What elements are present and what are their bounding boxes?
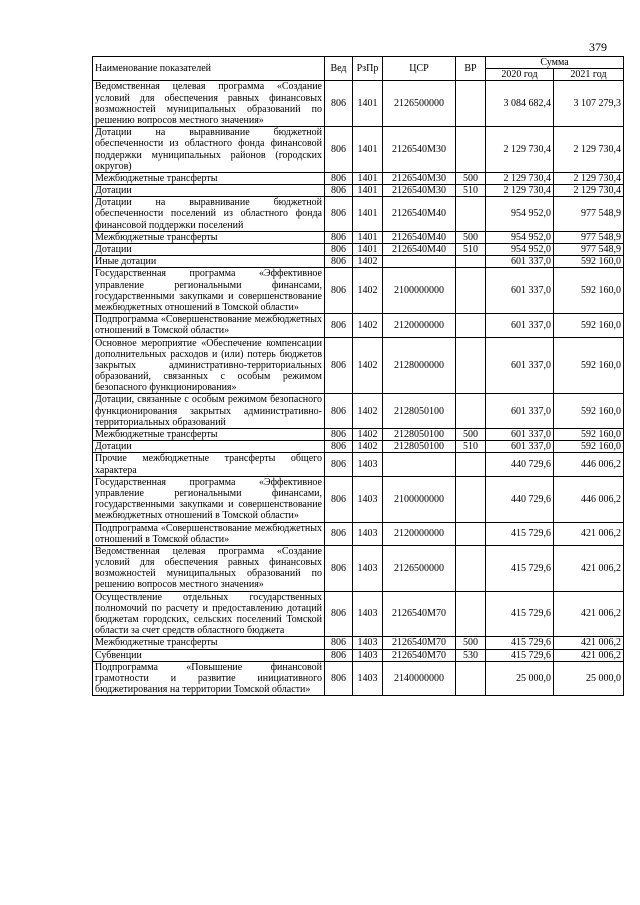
- cell-sum-2021: 421 006,2: [554, 649, 624, 661]
- cell-vr: [456, 661, 486, 696]
- cell-sum-2021: 977 548,9: [554, 231, 624, 243]
- cell-vr: 510: [456, 244, 486, 256]
- cell-rzpr: 1403: [353, 453, 383, 476]
- table-row: [93, 256, 624, 268]
- cell-vr: 510: [456, 185, 486, 197]
- table-row: [93, 337, 624, 394]
- table-row: [93, 185, 624, 197]
- cell-rzpr: 1402: [353, 394, 383, 429]
- cell-name: Основное мероприятие «Обеспечение компенсации дополнительных расходов и (или) потерь бюджетов закрытых административно-территориальных образований, связанных с особым режимом безопасного функционирования»: [93, 337, 325, 394]
- table-row: [93, 476, 624, 522]
- cell-vr: 530: [456, 649, 486, 661]
- cell-rzpr: 1403: [353, 476, 383, 522]
- cell-rzpr: 1401: [353, 172, 383, 184]
- table-row: [93, 453, 624, 476]
- cell-sum-2020: 601 337,0: [486, 268, 554, 314]
- page-number: 379: [589, 40, 607, 54]
- header-ved: Вед: [325, 57, 353, 81]
- cell-vr: [456, 197, 486, 232]
- cell-vr: [456, 453, 486, 476]
- cell-sum-2020: 25 000,0: [486, 661, 554, 696]
- cell-rzpr: 1403: [353, 545, 383, 591]
- cell-name: Межбюджетные трансферты: [93, 172, 325, 184]
- cell-sum-2020: 954 952,0: [486, 244, 554, 256]
- header-sum: Сумма: [486, 57, 624, 69]
- cell-rzpr: 1401: [353, 231, 383, 243]
- table-row: [93, 172, 624, 184]
- cell-csr: 2126540М30: [383, 172, 456, 184]
- cell-ved: 806: [325, 453, 353, 476]
- cell-ved: 806: [325, 476, 353, 522]
- cell-rzpr: 1401: [353, 81, 383, 127]
- cell-sum-2020: 601 337,0: [486, 394, 554, 429]
- cell-vr: [456, 545, 486, 591]
- cell-rzpr: 1403: [353, 661, 383, 696]
- cell-rzpr: 1402: [353, 441, 383, 453]
- cell-sum-2021: 421 006,2: [554, 591, 624, 637]
- header-rzpr: РзПр: [353, 57, 383, 81]
- header-name: Наименование показателей: [93, 57, 325, 81]
- cell-csr: 2126540М70: [383, 591, 456, 637]
- cell-name: Подпрограмма «Совершенствование межбюджетных отношений в Томской области»: [93, 522, 325, 545]
- cell-name: Иные дотации: [93, 256, 325, 268]
- cell-rzpr: 1403: [353, 637, 383, 649]
- cell-sum-2020: 2 129 730,4: [486, 185, 554, 197]
- cell-name: Прочие межбюджетные трансферты общего характера: [93, 453, 325, 476]
- cell-vr: 500: [456, 172, 486, 184]
- cell-name: Дотации: [93, 441, 325, 453]
- cell-sum-2020: 415 729,6: [486, 591, 554, 637]
- cell-sum-2021: 977 548,9: [554, 244, 624, 256]
- cell-csr: 2120000000: [383, 522, 456, 545]
- cell-name: Подпрограмма «Совершенствование межбюджетных отношений в Томской области»: [93, 314, 325, 337]
- cell-sum-2020: 440 729,6: [486, 453, 554, 476]
- cell-csr: 2126540М70: [383, 637, 456, 649]
- cell-ved: 806: [325, 591, 353, 637]
- table-row: [93, 314, 624, 337]
- cell-sum-2020: 3 084 682,4: [486, 81, 554, 127]
- cell-vr: 500: [456, 429, 486, 441]
- cell-csr: 2126540М70: [383, 649, 456, 661]
- cell-sum-2021: 3 107 279,3: [554, 81, 624, 127]
- cell-sum-2021: 2 129 730,4: [554, 127, 624, 173]
- header-year-2021: 2021 год: [554, 69, 624, 81]
- cell-csr: 2128000000: [383, 337, 456, 394]
- header-year-2020: 2020 год: [486, 69, 554, 81]
- cell-name: Ведомственная целевая программа «Создание условий для обеспечения равных финансовых возможностей муниципальных образований по решению вопросов местного значения»: [93, 81, 325, 127]
- table-header: [93, 57, 624, 81]
- cell-sum-2020: 440 729,6: [486, 476, 554, 522]
- cell-name: Межбюджетные трансферты: [93, 637, 325, 649]
- table-row: [93, 197, 624, 232]
- cell-sum-2021: 977 548,9: [554, 197, 624, 232]
- cell-sum-2020: 954 952,0: [486, 231, 554, 243]
- cell-ved: 806: [325, 127, 353, 173]
- cell-rzpr: 1401: [353, 197, 383, 232]
- cell-csr: 2128050100: [383, 429, 456, 441]
- cell-ved: 806: [325, 661, 353, 696]
- cell-name: Дотации на выравнивание бюджетной обеспеченности поселений из областного фонда финансовой поддержки поселений: [93, 197, 325, 232]
- cell-csr: 2100000000: [383, 268, 456, 314]
- table-row: [93, 441, 624, 453]
- cell-vr: [456, 476, 486, 522]
- cell-ved: 806: [325, 256, 353, 268]
- cell-ved: 806: [325, 545, 353, 591]
- cell-vr: [456, 394, 486, 429]
- cell-vr: [456, 256, 486, 268]
- cell-csr: 2128050100: [383, 394, 456, 429]
- table-row: [93, 545, 624, 591]
- table-row: [93, 637, 624, 649]
- table-row: [93, 591, 624, 637]
- cell-name: Субвенции: [93, 649, 325, 661]
- table-row: [93, 81, 624, 127]
- cell-sum-2021: 592 160,0: [554, 394, 624, 429]
- cell-csr: 2120000000: [383, 314, 456, 337]
- cell-ved: 806: [325, 81, 353, 127]
- cell-rzpr: 1401: [353, 244, 383, 256]
- cell-sum-2021: 446 006,2: [554, 453, 624, 476]
- cell-ved: 806: [325, 522, 353, 545]
- cell-sum-2020: 601 337,0: [486, 314, 554, 337]
- cell-rzpr: 1403: [353, 522, 383, 545]
- table-row: [93, 661, 624, 696]
- cell-sum-2021: 2 129 730,4: [554, 185, 624, 197]
- cell-ved: 806: [325, 637, 353, 649]
- cell-rzpr: 1402: [353, 256, 383, 268]
- cell-ved: 806: [325, 314, 353, 337]
- cell-sum-2020: 415 729,6: [486, 637, 554, 649]
- cell-csr: [383, 453, 456, 476]
- cell-sum-2020: 415 729,6: [486, 522, 554, 545]
- cell-csr: 2126540М40: [383, 231, 456, 243]
- cell-vr: 500: [456, 231, 486, 243]
- budget-table: [92, 56, 624, 696]
- cell-ved: 806: [325, 197, 353, 232]
- cell-sum-2021: 592 160,0: [554, 256, 624, 268]
- cell-sum-2021: 2 129 730,4: [554, 172, 624, 184]
- cell-sum-2020: 2 129 730,4: [486, 127, 554, 173]
- cell-rzpr: 1402: [353, 337, 383, 394]
- cell-sum-2020: 601 337,0: [486, 256, 554, 268]
- cell-name: Государственная программа «Эффективное управление региональными финансами, государственными закупками и совершенствование межбюджетных отношений в Томской области»: [93, 268, 325, 314]
- table-row: [93, 231, 624, 243]
- cell-sum-2021: 25 000,0: [554, 661, 624, 696]
- cell-sum-2021: 421 006,2: [554, 637, 624, 649]
- cell-ved: 806: [325, 172, 353, 184]
- cell-sum-2020: 601 337,0: [486, 429, 554, 441]
- cell-sum-2021: 421 006,2: [554, 522, 624, 545]
- cell-vr: 500: [456, 637, 486, 649]
- cell-sum-2021: 421 006,2: [554, 545, 624, 591]
- table-row: [93, 244, 624, 256]
- cell-csr: 2126540М40: [383, 244, 456, 256]
- table-row: [93, 429, 624, 441]
- cell-sum-2021: 592 160,0: [554, 429, 624, 441]
- cell-sum-2020: 954 952,0: [486, 197, 554, 232]
- cell-sum-2020: 415 729,6: [486, 545, 554, 591]
- cell-name: Дотации, связанные с особым режимом безопасного функционирования закрытых административно-территориальных образований: [93, 394, 325, 429]
- cell-name: Межбюджетные трансферты: [93, 429, 325, 441]
- cell-ved: 806: [325, 429, 353, 441]
- cell-ved: 806: [325, 394, 353, 429]
- cell-name: Подпрограмма «Повышение финансовой грамотности и развитие инициативного бюджетирования на территории Томской области»: [93, 661, 325, 696]
- cell-csr: 2100000000: [383, 476, 456, 522]
- cell-vr: [456, 591, 486, 637]
- cell-vr: [456, 127, 486, 173]
- cell-sum-2021: 592 160,0: [554, 268, 624, 314]
- cell-sum-2020: 415 729,6: [486, 649, 554, 661]
- cell-ved: 806: [325, 441, 353, 453]
- cell-name: Ведомственная целевая программа «Создание условий для обеспечения равных финансовых возможностей муниципальных образований по решению вопросов местного значения»: [93, 545, 325, 591]
- cell-rzpr: 1402: [353, 314, 383, 337]
- cell-vr: 510: [456, 441, 486, 453]
- cell-sum-2020: 601 337,0: [486, 337, 554, 394]
- cell-csr: 2126500000: [383, 545, 456, 591]
- cell-name: Межбюджетные трансферты: [93, 231, 325, 243]
- cell-ved: 806: [325, 337, 353, 394]
- cell-ved: 806: [325, 268, 353, 314]
- header-csr: ЦСР: [383, 57, 456, 81]
- cell-rzpr: 1401: [353, 127, 383, 173]
- cell-rzpr: 1401: [353, 185, 383, 197]
- cell-csr: 2128050100: [383, 441, 456, 453]
- cell-csr: 2140000000: [383, 661, 456, 696]
- cell-sum-2021: 446 006,2: [554, 476, 624, 522]
- cell-name: Дотации: [93, 244, 325, 256]
- cell-name: Дотации: [93, 185, 325, 197]
- header-vr: ВР: [456, 57, 486, 81]
- cell-csr: 2126540М30: [383, 185, 456, 197]
- cell-rzpr: 1402: [353, 429, 383, 441]
- cell-vr: [456, 522, 486, 545]
- cell-vr: [456, 337, 486, 394]
- cell-vr: [456, 268, 486, 314]
- cell-ved: 806: [325, 231, 353, 243]
- cell-sum-2021: 592 160,0: [554, 441, 624, 453]
- cell-csr: 2126540М30: [383, 127, 456, 173]
- table-row: [93, 127, 624, 173]
- cell-rzpr: 1402: [353, 268, 383, 314]
- cell-ved: 806: [325, 649, 353, 661]
- table-row: [93, 522, 624, 545]
- cell-vr: [456, 81, 486, 127]
- table-body: [93, 81, 624, 696]
- cell-csr: [383, 256, 456, 268]
- table-row: [93, 268, 624, 314]
- cell-name: Дотации на выравнивание бюджетной обеспеченности из областного фонда финансовой поддержки муниципальных районов (городских округов): [93, 127, 325, 173]
- cell-sum-2020: 2 129 730,4: [486, 172, 554, 184]
- cell-vr: [456, 314, 486, 337]
- cell-ved: 806: [325, 185, 353, 197]
- cell-sum-2020: 601 337,0: [486, 441, 554, 453]
- cell-csr: 2126540М40: [383, 197, 456, 232]
- cell-csr: 2126500000: [383, 81, 456, 127]
- cell-rzpr: 1403: [353, 591, 383, 637]
- cell-name: Осуществление отдельных государственных полномочий по расчету и предоставлению дотаций бюджетам городских, сельских поселений Томской области за счет средств областного бюджета: [93, 591, 325, 637]
- cell-sum-2021: 592 160,0: [554, 337, 624, 394]
- table-row: [93, 649, 624, 661]
- cell-sum-2021: 592 160,0: [554, 314, 624, 337]
- cell-name: Государственная программа «Эффективное управление региональными финансами, государственными закупками и совершенствование межбюджетных отношений в Томской области»: [93, 476, 325, 522]
- cell-rzpr: 1403: [353, 649, 383, 661]
- cell-ved: 806: [325, 244, 353, 256]
- table-row: [93, 394, 624, 429]
